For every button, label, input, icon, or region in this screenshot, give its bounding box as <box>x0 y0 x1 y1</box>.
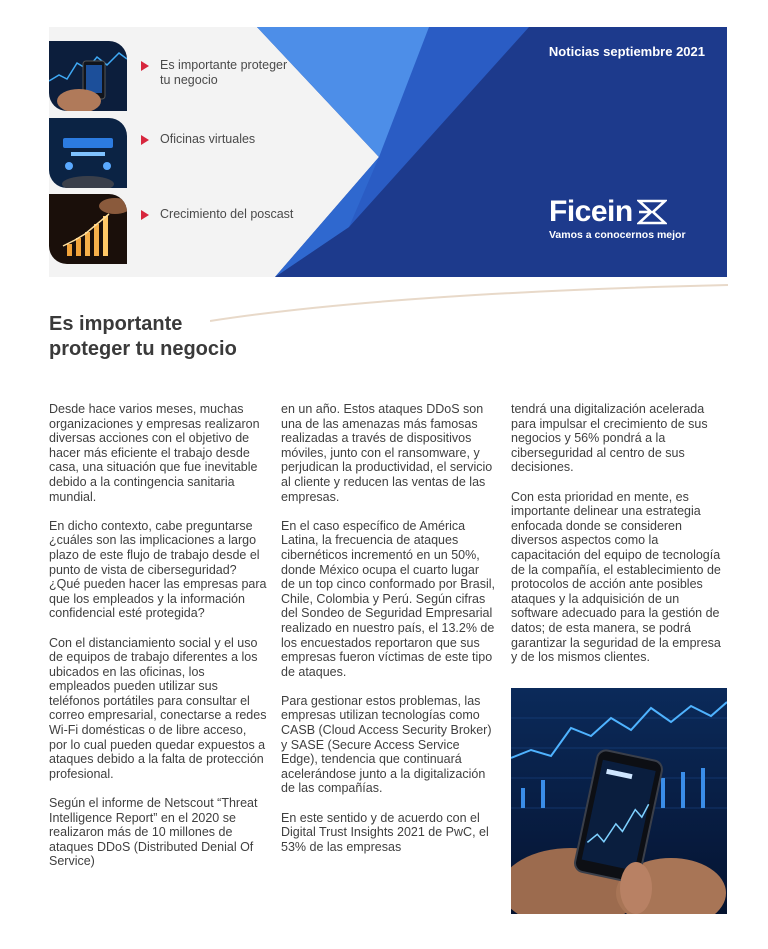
logo-tagline: Vamos a conocernos mejor <box>549 229 686 241</box>
ficein-logo[interactable] <box>549 196 686 241</box>
menu-item-label: Es importante proteger tu negocio <box>160 58 288 87</box>
thumb-growth-chart[interactable] <box>49 194 127 264</box>
article-photo <box>511 688 727 914</box>
paragraph: En dicho contexto, cabe preguntarse ¿cuáles son las implicaciones a largo plazo de este flujo de trabajo desde el punto de vista de ciberseguridad? ¿Qué pueden hacer las empresas para que los empleados y la información confidencial esté protegida? <box>49 518 267 621</box>
thumb-phone-chart[interactable] <box>49 41 127 111</box>
paragraph: en un año. Estos ataques DDoS son una de las amenazas más famosas realizadas a través de dispositivos móviles, junto con el ransomware, y perjudican la productividad, el servicio al cliente y reducen las ventas de las empresas. <box>281 402 493 504</box>
virtual-office-icon <box>49 118 127 188</box>
paragraph: Con esta prioridad en mente, es importante delinear una estrategia enfocada donde se consideren diversos aspectos como la capacitación del equipo de tecnología de la compañía, el establecimiento de protocolos de acción ante posibles ataques y la adquisición de un software adecuado para la gestión de datos; de esta manera, se podrá garantizar la seguridad de la empresa y de los mismos clientes. <box>511 489 721 665</box>
paragraph: En el caso específico de América Latina, la frecuencia de ataques cibernéticos incrementó en un 50%, donde México ocupa el cuarto lugar de un top cinco conformado por Brasil, Chile, Colombia y Perú. Según cifras del Sondeo de Seguridad Empresarial realizado en nuestro país, el 13.2% de los encuestados reportaron que sus empresas fueron víctimas de este tipo de ataques. <box>281 518 496 679</box>
growth-chart-icon <box>49 194 127 264</box>
logo-wordmark: Ficein <box>549 195 633 228</box>
menu-item-proteger[interactable] <box>141 58 300 88</box>
thumb-virtual-office[interactable] <box>49 118 127 188</box>
news-date-title: Noticias septiembre 2021 <box>548 44 705 59</box>
newsletter-banner <box>49 27 727 277</box>
article-column-2 <box>281 402 495 869</box>
paragraph: Desde hace varios meses, muchas organizaciones y empresas realizaron diversas acciones con el objetivo de hacer más eficiente el trabajo desde casa, una situación que fue inevitable debido a la contingencia sanitaria mundial. <box>49 402 260 504</box>
bullet-triangle-icon <box>141 210 149 220</box>
menu-item-label: Oficinas virtuales <box>160 132 256 146</box>
paragraph: En este sentido y de acuerdo con el Digital Trust Insights 2021 de PwC, el 53% de las empresas <box>281 810 489 854</box>
article-title: Es importante proteger tu negocio <box>49 313 237 360</box>
article-column-1 <box>49 402 267 884</box>
bullet-triangle-icon <box>141 135 149 145</box>
logo-mark-icon <box>637 199 667 225</box>
bullet-triangle-icon <box>141 61 149 71</box>
paragraph: Según el informe de Netscout “Threat Intelligence Report” en el 2020 se realizaron más de 10 millones de ataques DDoS (Distributed Denial Of Service) <box>49 796 258 869</box>
paragraph: Con el distanciamiento social y el uso de equipos de trabajo diferentes a los ubicados en las oficinas, los empleados pueden utilizar sus teléfonos portátiles para consultar el correo empresarial, conectarse a redes Wi-Fi domésticas o de libre acceso, por lo cual pueden quedar expuestos a ataques debido a la falta de protección profesional. <box>49 635 267 781</box>
menu-item-crecimiento[interactable] <box>141 207 300 222</box>
curved-divider <box>210 283 730 323</box>
phone-trading-chart-icon <box>511 688 727 914</box>
paragraph: Para gestionar estos problemas, las empresas utilizan tecnologías como CASB (Cloud Access Security Broker) y SASE (Secure Access Service Edge), tendencia que continuará acelerándose junto a la digitalización de las compañías. <box>281 693 492 796</box>
article-column-3 <box>511 402 727 679</box>
menu-item-oficinas[interactable] <box>141 132 300 147</box>
phone-chart-icon <box>49 41 127 111</box>
menu-item-label: Crecimiento del poscast <box>160 207 294 221</box>
paragraph: tendrá una digitalización acelerada para impulsar el crecimiento de sus negocios y 56% pondrá a la ciberseguridad al centro de sus decisiones. <box>511 402 708 475</box>
